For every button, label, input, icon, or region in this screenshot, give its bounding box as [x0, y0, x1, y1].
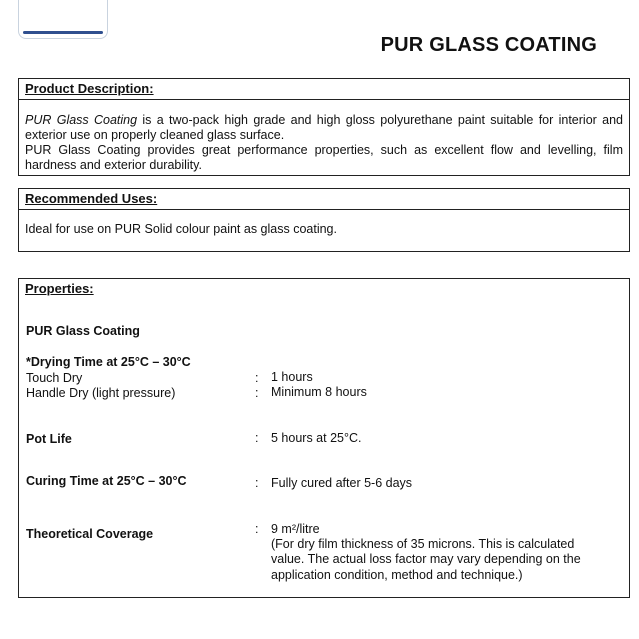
handle-dry-colon: :: [255, 386, 259, 400]
touch-dry-colon: :: [255, 371, 259, 385]
handle-dry-label: Handle Dry (light pressure): [26, 386, 176, 400]
pot-life-colon: :: [255, 431, 259, 445]
theoretical-coverage-value: 9 m²/litre: [271, 522, 320, 536]
touch-dry-label: Touch Dry: [26, 371, 83, 385]
curing-time-colon: :: [255, 476, 259, 490]
logo-bar: [23, 31, 103, 34]
theoretical-coverage-colon: :: [255, 522, 259, 536]
theoretical-coverage-note: (For dry film thickness of 35 microns. This is calculated value. The actual loss factor may vary depending on the application condition, method and technique.): [271, 537, 581, 582]
document-title: PUR GLASS COATING: [380, 34, 597, 56]
touch-dry-value: 1 hours: [271, 370, 313, 384]
product-description-heading: Product Description:: [19, 79, 629, 100]
theoretical-coverage-label: Theoretical Coverage: [26, 527, 154, 541]
drying-time-heading: *Drying Time at 25°C – 30°C: [26, 355, 191, 369]
recommended-uses-heading: Recommended Uses:: [19, 189, 629, 210]
product-description-paragraph-1: [25, 113, 623, 144]
company-logo: [18, 0, 108, 39]
properties-section: [18, 278, 630, 598]
recommended-uses-text: Ideal for use on PUR Solid colour paint as glass coating.: [25, 222, 337, 236]
product-name-italic: PUR Glass Coating: [25, 113, 138, 127]
recommended-uses-section: [18, 188, 630, 252]
product-description-section: [18, 78, 630, 176]
properties-product-name: PUR Glass Coating: [26, 324, 140, 338]
properties-heading: Properties:: [25, 281, 94, 296]
curing-time-value: Fully cured after 5-6 days: [271, 476, 413, 490]
handle-dry-value: Minimum 8 hours: [271, 385, 367, 399]
curing-time-label: Curing Time at 25°C – 30°C: [26, 474, 187, 488]
pot-life-label: Pot Life: [26, 432, 72, 446]
product-description-text: is a two-pack high grade and high gloss polyurethane paint suitable for interior and exterior use on properly cleaned glass surface.: [25, 113, 623, 143]
pot-life-value: 5 hours at 25°C.: [271, 431, 362, 445]
product-description-paragraph-2: PUR Glass Coating provides great performance properties, such as excellent flow and levelling, film hardness and exterior durability.: [25, 143, 623, 173]
